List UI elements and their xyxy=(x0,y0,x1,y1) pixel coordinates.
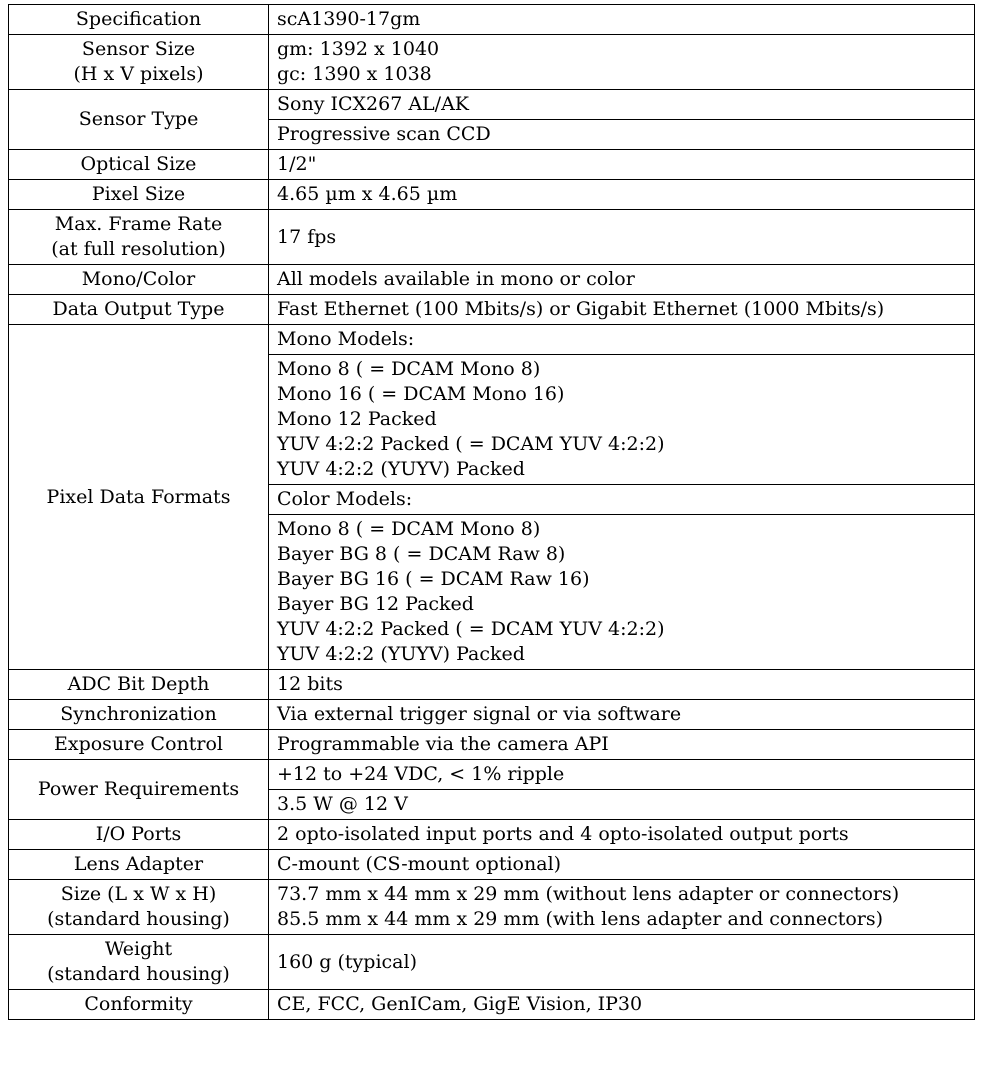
spec-value: scA1390-17gm xyxy=(277,8,421,30)
spec-value-cell xyxy=(269,760,975,790)
spec-value: All models available in mono or color xyxy=(277,268,635,290)
spec-value-cell xyxy=(269,35,975,90)
spec-value-cell xyxy=(269,265,975,295)
spec-value: YUV 4:2:2 (YUYV) Packed xyxy=(277,458,525,480)
table-row xyxy=(9,700,975,730)
spec-value: 2 opto-isolated input ports and 4 opto-isolated output ports xyxy=(277,823,849,845)
spec-label: Data Output Type xyxy=(52,298,225,320)
spec-value: Mono 8 ( = DCAM Mono 8) xyxy=(277,518,541,540)
table-row xyxy=(9,150,975,180)
spec-value: gm: 1392 x 1040 xyxy=(277,38,440,60)
spec-label: Power Requirements xyxy=(37,778,240,800)
spec-value: Bayer BG 12 Packed xyxy=(277,593,474,615)
spec-value: Fast Ethernet (100 Mbits/s) or Gigabit Ethernet (1000 Mbits/s) xyxy=(277,298,885,320)
spec-value-cell xyxy=(269,325,975,355)
spec-value: 160 g (typical) xyxy=(277,950,417,973)
spec-value: 17 fps xyxy=(277,225,337,248)
spec-label-cell xyxy=(9,730,269,760)
spec-value: CE, FCC, GenICam, GigE Vision, IP30 xyxy=(277,993,643,1015)
spec-value: Programmable via the camera API xyxy=(277,733,609,755)
spec-label-cell xyxy=(9,325,269,670)
specification-table xyxy=(8,4,975,1020)
spec-value-cell xyxy=(269,700,975,730)
spec-value-cell xyxy=(269,180,975,210)
spec-value: gc: 1390 x 1038 xyxy=(277,63,432,85)
table-row xyxy=(9,295,975,325)
table-row xyxy=(9,180,975,210)
spec-value: Mono 8 ( = DCAM Mono 8) xyxy=(277,358,541,380)
spec-label: Max. Frame Rate xyxy=(54,213,223,235)
spec-label: Sensor Type xyxy=(78,108,199,130)
spec-value-cell xyxy=(269,485,975,515)
spec-value: 4.65 µm x 4.65 µm xyxy=(277,183,458,205)
spec-label: (standard housing) xyxy=(47,963,230,985)
spec-value: YUV 4:2:2 Packed ( = DCAM YUV 4:2:2) xyxy=(277,618,665,640)
spec-label: Synchronization xyxy=(60,703,217,725)
table-row xyxy=(9,730,975,760)
specification-table-body xyxy=(9,5,975,1020)
spec-label: Conformity xyxy=(84,993,193,1015)
spec-value-cell xyxy=(269,990,975,1020)
spec-value-cell xyxy=(269,210,975,265)
spec-label-cell xyxy=(9,935,269,990)
spec-value: 85.5 mm x 44 mm x 29 mm (with lens adapter and connectors) xyxy=(277,908,884,930)
table-row xyxy=(9,850,975,880)
spec-value-cell xyxy=(269,5,975,35)
spec-value: Bayer BG 16 ( = DCAM Raw 16) xyxy=(277,568,590,590)
spec-value-cell xyxy=(269,670,975,700)
spec-label: (H x V pixels) xyxy=(73,63,204,85)
spec-label: Exposure Control xyxy=(54,733,223,755)
table-row xyxy=(9,880,975,935)
spec-label-cell xyxy=(9,5,269,35)
spec-value-cell xyxy=(269,935,975,990)
table-row xyxy=(9,990,975,1020)
spec-label: Lens Adapter xyxy=(73,853,204,875)
spec-label-cell xyxy=(9,210,269,265)
table-row xyxy=(9,325,975,355)
spec-value: 3.5 W @ 12 V xyxy=(277,793,408,815)
table-row xyxy=(9,5,975,35)
spec-label-cell xyxy=(9,820,269,850)
spec-label: Mono/Color xyxy=(81,268,196,290)
spec-label-cell xyxy=(9,150,269,180)
spec-label-cell xyxy=(9,295,269,325)
spec-value: +12 to +24 VDC, < 1% ripple xyxy=(277,763,565,785)
table-row xyxy=(9,670,975,700)
spec-label-cell xyxy=(9,670,269,700)
spec-label: Weight xyxy=(104,938,173,960)
spec-label-cell xyxy=(9,880,269,935)
spec-label: ADC Bit Depth xyxy=(67,673,210,695)
spec-value-cell xyxy=(269,820,975,850)
spec-value: Mono 12 Packed xyxy=(277,408,437,430)
spec-value: Sony ICX267 AL/AK xyxy=(277,93,469,115)
spec-value-cell xyxy=(269,120,975,150)
spec-value-cell xyxy=(269,90,975,120)
spec-value: Bayer BG 8 ( = DCAM Raw 8) xyxy=(277,543,566,565)
spec-label: Size (L x W x H) xyxy=(60,883,217,905)
spec-value-cell xyxy=(269,850,975,880)
spec-label: (at full resolution) xyxy=(51,238,226,260)
spec-label-cell xyxy=(9,35,269,90)
spec-label-cell xyxy=(9,850,269,880)
spec-value-cell xyxy=(269,295,975,325)
spec-label-cell xyxy=(9,700,269,730)
table-row xyxy=(9,820,975,850)
spec-value-cell xyxy=(269,880,975,935)
spec-label: Sensor Size xyxy=(81,38,196,60)
spec-value-cell xyxy=(269,355,975,485)
spec-value: 12 bits xyxy=(277,673,343,695)
spec-value-cell xyxy=(269,730,975,760)
table-row xyxy=(9,760,975,790)
spec-value: 73.7 mm x 44 mm x 29 mm (without lens adapter or connectors) xyxy=(277,883,900,905)
table-row xyxy=(9,90,975,120)
table-row xyxy=(9,265,975,295)
spec-label: Optical Size xyxy=(80,153,197,175)
spec-value: Via external trigger signal or via software xyxy=(277,703,682,725)
spec-label-cell xyxy=(9,265,269,295)
spec-value: Progressive scan CCD xyxy=(277,123,491,145)
spec-label: I/O Ports xyxy=(95,823,182,845)
spec-value: Color Models: xyxy=(277,488,413,510)
spec-label-cell xyxy=(9,990,269,1020)
spec-label: Pixel Data Formats xyxy=(46,485,231,508)
spec-value: YUV 4:2:2 (YUYV) Packed xyxy=(277,643,525,665)
spec-label: Pixel Size xyxy=(91,183,186,205)
spec-value-cell xyxy=(269,790,975,820)
spec-label-cell xyxy=(9,760,269,820)
table-row xyxy=(9,35,975,90)
spec-label: Specification xyxy=(75,8,202,30)
spec-value: YUV 4:2:2 Packed ( = DCAM YUV 4:2:2) xyxy=(277,433,665,455)
spec-value: 1/2" xyxy=(277,153,317,175)
spec-value-cell xyxy=(269,515,975,670)
spec-value: C-mount (CS-mount optional) xyxy=(277,853,562,875)
spec-value: Mono 16 ( = DCAM Mono 16) xyxy=(277,383,565,405)
spec-label-cell xyxy=(9,180,269,210)
spec-label: (standard housing) xyxy=(47,908,230,930)
spec-label-cell xyxy=(9,90,269,150)
spec-value-cell xyxy=(269,150,975,180)
spec-value: Mono Models: xyxy=(277,328,415,350)
table-row xyxy=(9,935,975,990)
table-row xyxy=(9,210,975,265)
